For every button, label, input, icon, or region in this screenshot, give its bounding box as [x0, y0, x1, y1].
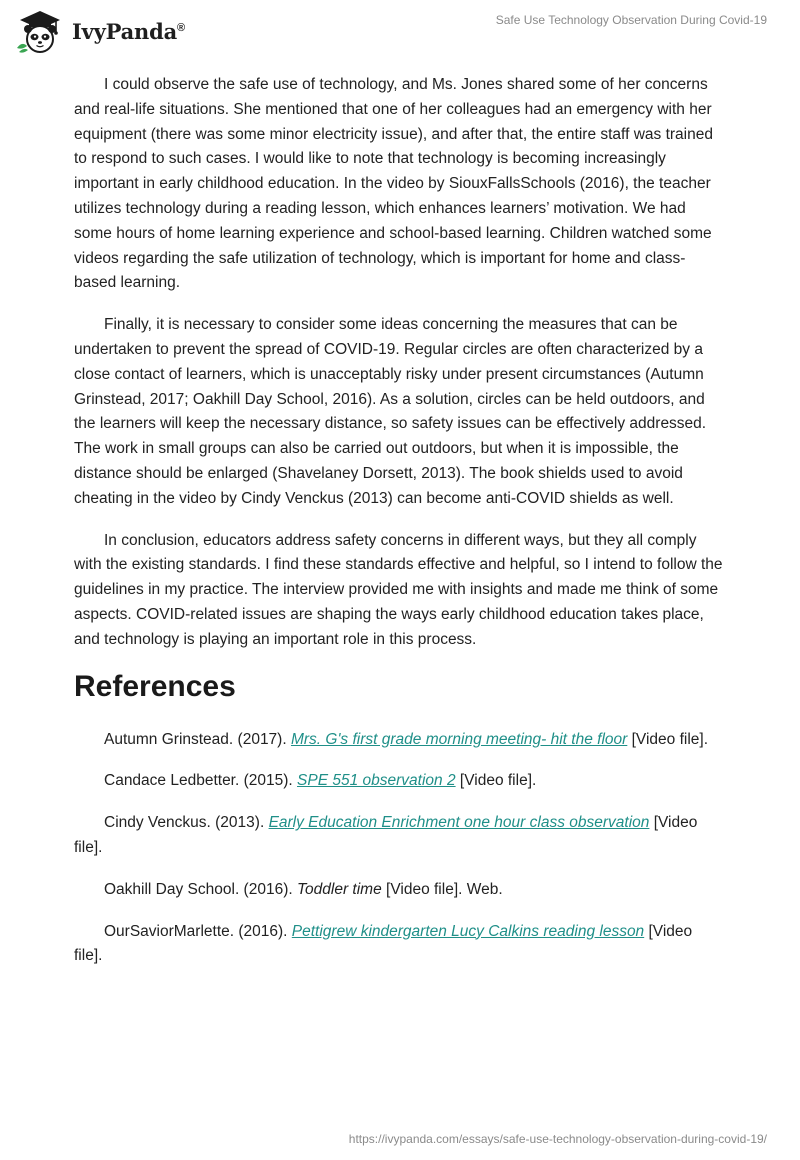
running-title: Safe Use Technology Observation During Covid-19	[495, 13, 767, 27]
reference-video-link[interactable]: SPE 551 observation 2	[297, 772, 456, 790]
body-paragraph-2: Finally, it is necessary to consider some ideas concerning the measures that can be undertaken to prevent the spread of COVID-19. Regular circles are often characterized by a close contact of learners, which is unacceptably risky under present circumstances (Autumn Grinstead, 2017; Oakhill Day School, 2016). As a solution, circles can be held outdoors, and the learners will keep the necessary distance, so safety issues can be effectively addressed. The work in small groups can also be carried out outdoors, but when it is impossible, the distance should be enlarged (Shavelaney Dorsett, 2013). The book shields used to avoid cheating in the video by Cindy Venckus (2013) can become anti-COVID shields as well.	[74, 316, 707, 507]
reference-video-link[interactable]: Pettigrew kindergarten Lucy Calkins reading lesson	[291, 922, 645, 940]
reference-video-link[interactable]: Mrs. G's first grade morning meeting- hit the floor	[290, 730, 628, 748]
reference-suffix: [Video file].	[627, 730, 709, 748]
ivypanda-logo[interactable]	[14, 8, 185, 54]
body-paragraph-3: In conclusion, educators address safety concerns in different ways, but they all comply with the existing standards. I find these standards effective and helpful, so I intend to follow the guidelines in my practice. The interview provided me with insights and made me think of some aspects. COVID-related issues are shaping the ways early childhood education takes place, and technology is playing an important role in this process.	[74, 531, 723, 648]
reference-suffix: [Video file].	[74, 814, 698, 856]
reference-item	[74, 920, 724, 970]
reference-item	[74, 769, 724, 794]
reference-author: OurSaviorMarlette. (2016).	[104, 922, 292, 940]
reference-title: Toddler time	[296, 880, 382, 898]
footer-url[interactable]: https://ivypanda.com/essays/safe-use-technology-observation-during-covid-19/	[348, 1132, 767, 1146]
panda-graduate-icon	[14, 8, 66, 54]
reference-item	[74, 728, 724, 753]
registered-mark: ®	[177, 21, 185, 34]
page-header	[0, 0, 800, 66]
reference-item	[74, 811, 724, 861]
reference-suffix: [Video file].	[455, 772, 537, 790]
reference-suffix: [Video file].	[74, 922, 693, 965]
reference-item	[74, 878, 724, 903]
reference-author: Cindy Venckus. (2013).	[104, 814, 269, 832]
reference-suffix: [Video file]. Web.	[381, 880, 503, 898]
reference-author: Oakhill Day School. (2016).	[104, 880, 297, 898]
brand-text: IvyPanda	[72, 18, 178, 44]
references-heading: References	[74, 669, 236, 703]
body-paragraph-1: I could observe the safe use of technology, and Ms. Jones shared some of her concerns and real-life situations. She mentioned that one of her colleagues had an emergency with her equipment (there was some minor electricity issue), and after that, the entire staff was trained to respond to such cases. I would like to note that technology is becoming increasingly important in early childhood education. In the video by SiouxFallsSchools (2016), the teacher utilizes technology during a reading lesson, which enhances learners’ motivation. We had some hours of home learning experience and school-based learning. Children watched some videos regarding the safe utilization of technology, which is important for home and class-based learning.	[74, 76, 713, 292]
brand-name	[72, 19, 185, 44]
reference-video-link[interactable]: Early Education Enrichment one hour class observation	[268, 814, 650, 832]
reference-author: Autumn Grinstead. (2017).	[104, 730, 291, 748]
essay-content	[74, 73, 724, 986]
reference-author: Candace Ledbetter. (2015).	[104, 772, 298, 790]
